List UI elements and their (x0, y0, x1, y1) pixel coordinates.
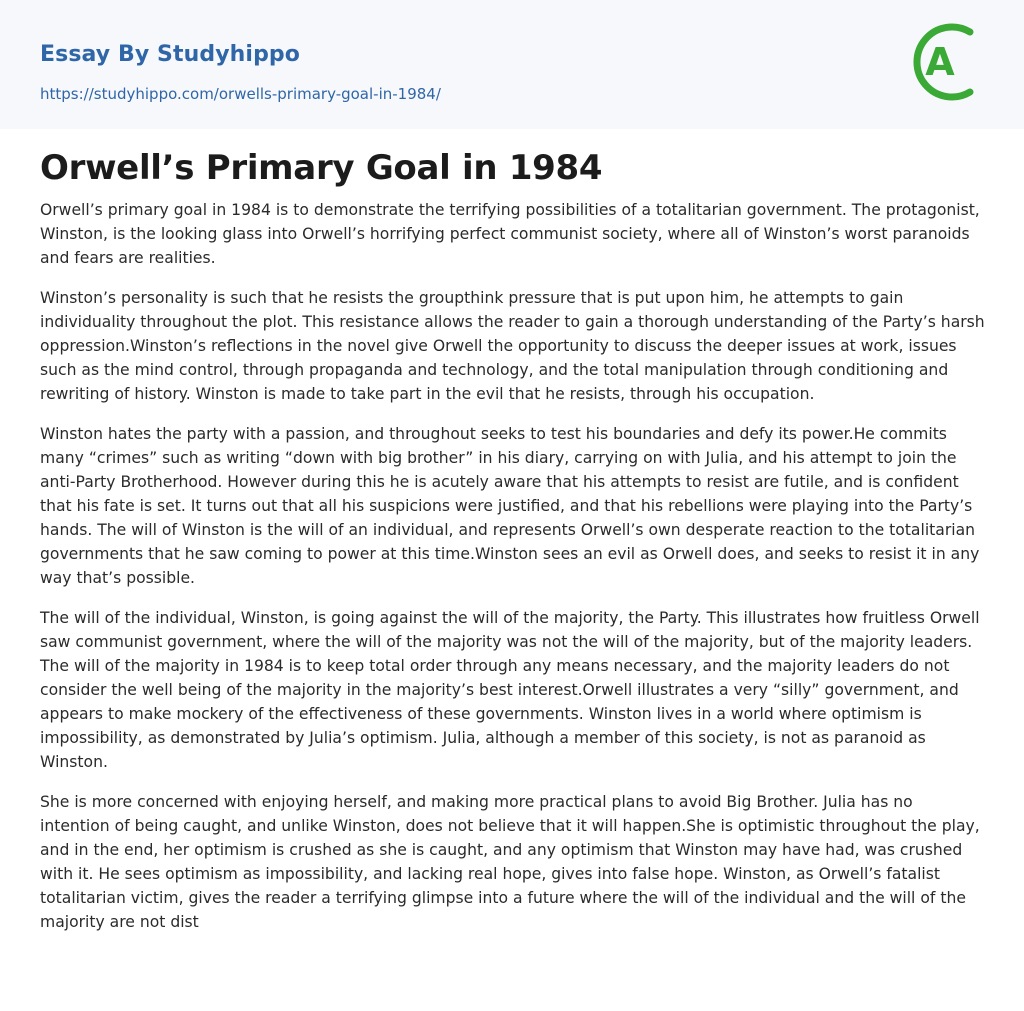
article-paragraph-2: Winston’s personality is such that he resists the groupthink pressure that is put upon him, he attempts to gain individuality throughout the plot. This resistance allows the reader to gain a thorough understanding of the Party’s harsh oppression.Winston’s reflections in the novel give Orwell the opportunity to discuss the deeper issues at work, issues such as the mind control, through propaganda and technology, and the total manipulation through conditioning and rewriting of history. Winston is made to take part in the evil that he resists, through his occupation. (40, 289, 985, 403)
logo-letter: A (925, 40, 955, 84)
article-paragraph-4: The will of the individual, Winston, is going against the will of the majority, the Party. This illustrates how fruitless Orwell saw communist government, where the will of the majority was not the will of the majority, but of the majority leaders. The will of the majority in 1984 is to keep total order through any means necessary, and the majority leaders do not consider the well being of the majority in the majority’s best interest.Orwell illustrates a very “silly” government, and appears to make mockery of the effectiveness of these governments. Winston lives in a world where optimism is impossibility, as demonstrated by Julia’s optimism. Julia, although a member of this society, is not as paranoid as Winston. (40, 609, 980, 771)
letter-a-circle-logo-icon[interactable] (912, 18, 988, 106)
article-paragraph-3: Winston hates the party with a passion, and throughout seeks to test his boundaries and defy its power.He commits many “crimes” such as writing “down with big brother” in his diary, carrying on with Julia, and his attempt to join the anti-Party Brotherhood. However during this he is acutely aware that his attempts to resist are futile, and is confident that his fate is set. It turns out that all his suspicions were justified, and that his rebellions were playing into the Party’s hands. The will of Winston is the will of an individual, and represents Orwell’s own desperate reaction to the totalitarian governments that he saw coming to power at this time.Winston sees an evil as Orwell does, and seeks to resist it in any way that’s possible. (40, 425, 980, 587)
article-paragraph-5: She is more concerned with enjoying herself, and making more practical plans to avoid Big Brother. Julia has no intention of being caught, and unlike Winston, does not believe that it will happen.She is optimistic throughout the play, and in the end, her optimism is crushed as she is caught, and any optimism that Winston may have had, was crushed with it. He sees optimism as impossibility, and lacking real hope, gives into false hope. Winston, as Orwell’s fatalist totalitarian victim, gives the reader a terrifying glimpse into a future where the will of the individual and the will of the majority are not dist (40, 793, 980, 931)
article-title: Orwell’s Primary Goal in 1984 (40, 148, 603, 188)
article-content (40, 144, 986, 950)
essay-url-link[interactable]: https://studyhippo.com/orwells-primary-goal-in-1984/ (40, 85, 441, 103)
article-paragraph-1: Orwell’s primary goal in 1984 is to demonstrate the terrifying possibilities of a totalitarian government. The protagonist, Winston, is the looking glass into Orwell’s horrifying perfect communist society, where all of Winston’s worst paranoids and fears are realities. (40, 201, 980, 267)
site-header (0, 0, 1024, 129)
site-brand[interactable]: Essay By Studyhippo (40, 42, 300, 67)
